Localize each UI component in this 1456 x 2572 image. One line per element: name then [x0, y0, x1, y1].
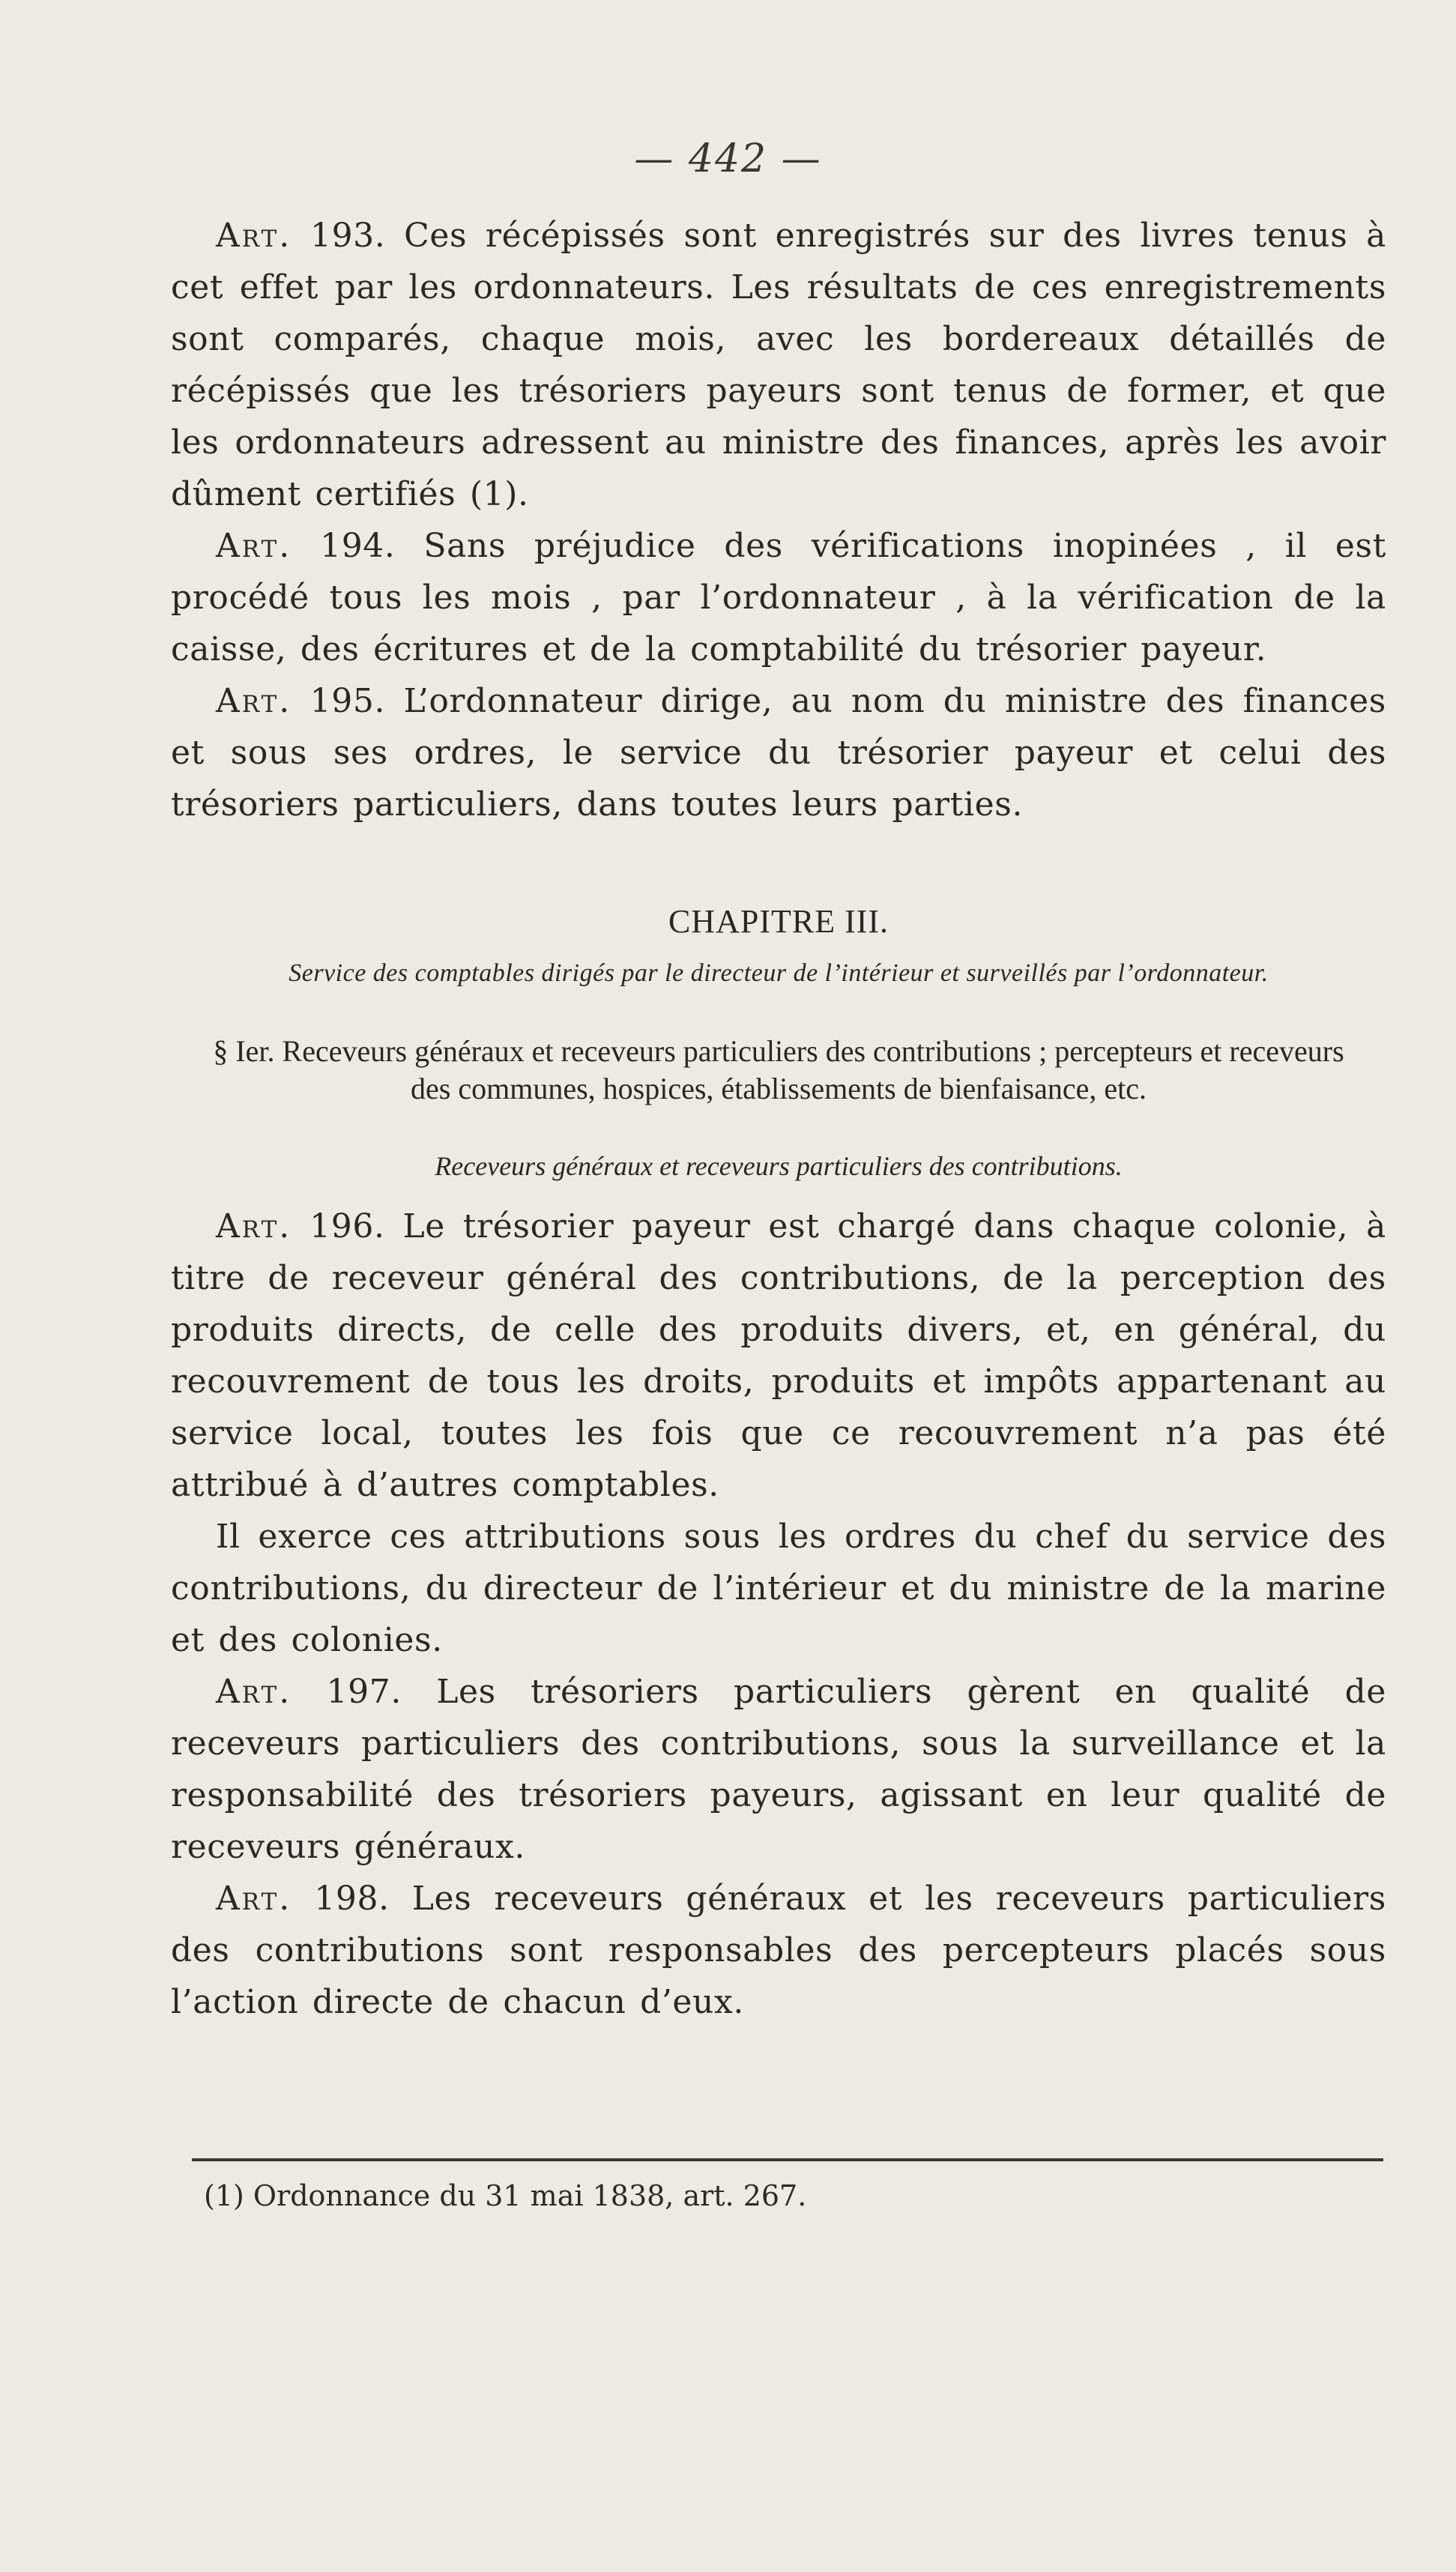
article-label: Art. [216, 682, 292, 720]
article-number: 195. [309, 682, 386, 720]
article-text: Sans préjudice des vérifications inopinées , il est procédé tous les mois , par l’ordonnateur , à la vérification de la caisse, des écritures et de la comptabilité du trésorier payeur. [171, 527, 1386, 668]
article-198 [171, 1873, 1386, 2028]
page-number: — 442 — [634, 136, 822, 181]
article-text: Les trésoriers particuliers gèrent en qualité de receveurs particuliers des contributions, sous la surveillance et la responsabilité des trésoriers payeurs, agissant en leur qualité de receveurs généraux. [171, 1673, 1386, 1866]
article-197 [171, 1666, 1386, 1873]
article-number: 197. [326, 1673, 402, 1711]
article-number: 194. [320, 527, 396, 565]
article-193 [171, 210, 1386, 520]
article-label: Art. [216, 527, 292, 565]
article-196 [171, 1201, 1386, 1511]
article-194 [171, 520, 1386, 675]
paragraph-text: Il exerce ces attributions sous les ordres du chef du service des contributions, du directeur de l’intérieur et du ministre de la marine et des colonies. [171, 1518, 1386, 1659]
chapter-title: CHAPITRE III. [668, 903, 889, 940]
article-number: 198. [314, 1880, 390, 1918]
footnote-divider [192, 2158, 1383, 2161]
footnote: (1) Ordonnance du 31 mai 1838, art. 267. [204, 2179, 807, 2212]
article-text: Ces récépissés sont enregistrés sur des livres tenus à cet effet par les ordonnateurs. Les résultats de ces enregistrements sont comparés, chaque mois, avec les bordereaux détaillés de récépissés que les trésoriers payeurs sont tenus de former, et que les ordonnateurs adressent au ministre des finances, après les avoir dûment certifiés (1). [171, 217, 1386, 513]
section-heading: § Ier. Receveurs généraux et receveurs particuliers des contributions ; percepteurs et receveurs des communes, hospices, établissements de bienfaisance, etc. [213, 1034, 1344, 1105]
chapter-subtitle: Service des comptables dirigés par le directeur de l’intérieur et surveillés par l’ordonnateur. [289, 959, 1269, 987]
article-label: Art. [216, 1207, 292, 1246]
article-text: L’ordonnateur dirige, au nom du ministre des finances et sous ses ordres, le service du trésorier payeur et celui des trésoriers particuliers, dans toutes leurs parties. [171, 682, 1386, 824]
article-195 [171, 675, 1386, 830]
article-text: Les receveurs généraux et les receveurs particuliers des contributions sont responsables des percepteurs placés sous l’action directe de chacun d’eux. [171, 1880, 1386, 2021]
article-number: 193. [309, 217, 386, 255]
article-label: Art. [216, 1880, 292, 1918]
article-number: 196. [309, 1207, 385, 1246]
subsection-heading: Receveurs généraux et receveurs particuliers des contributions. [435, 1151, 1123, 1181]
article-label: Art. [216, 217, 292, 255]
article-196-continued [171, 1511, 1386, 1666]
main-text [171, 210, 1386, 2028]
article-label: Art. [216, 1673, 292, 1711]
article-text: Le trésorier payeur est chargé dans chaque colonie, à titre de receveur général des contributions, de la perception des produits directs, de celle des produits divers, et, en général, du recouvrement de tous les droits, produits et impôts appartenant au service local, toutes les fois que ce recouvrement n’a pas été attribué à d’autres comptables. [171, 1207, 1387, 1504]
